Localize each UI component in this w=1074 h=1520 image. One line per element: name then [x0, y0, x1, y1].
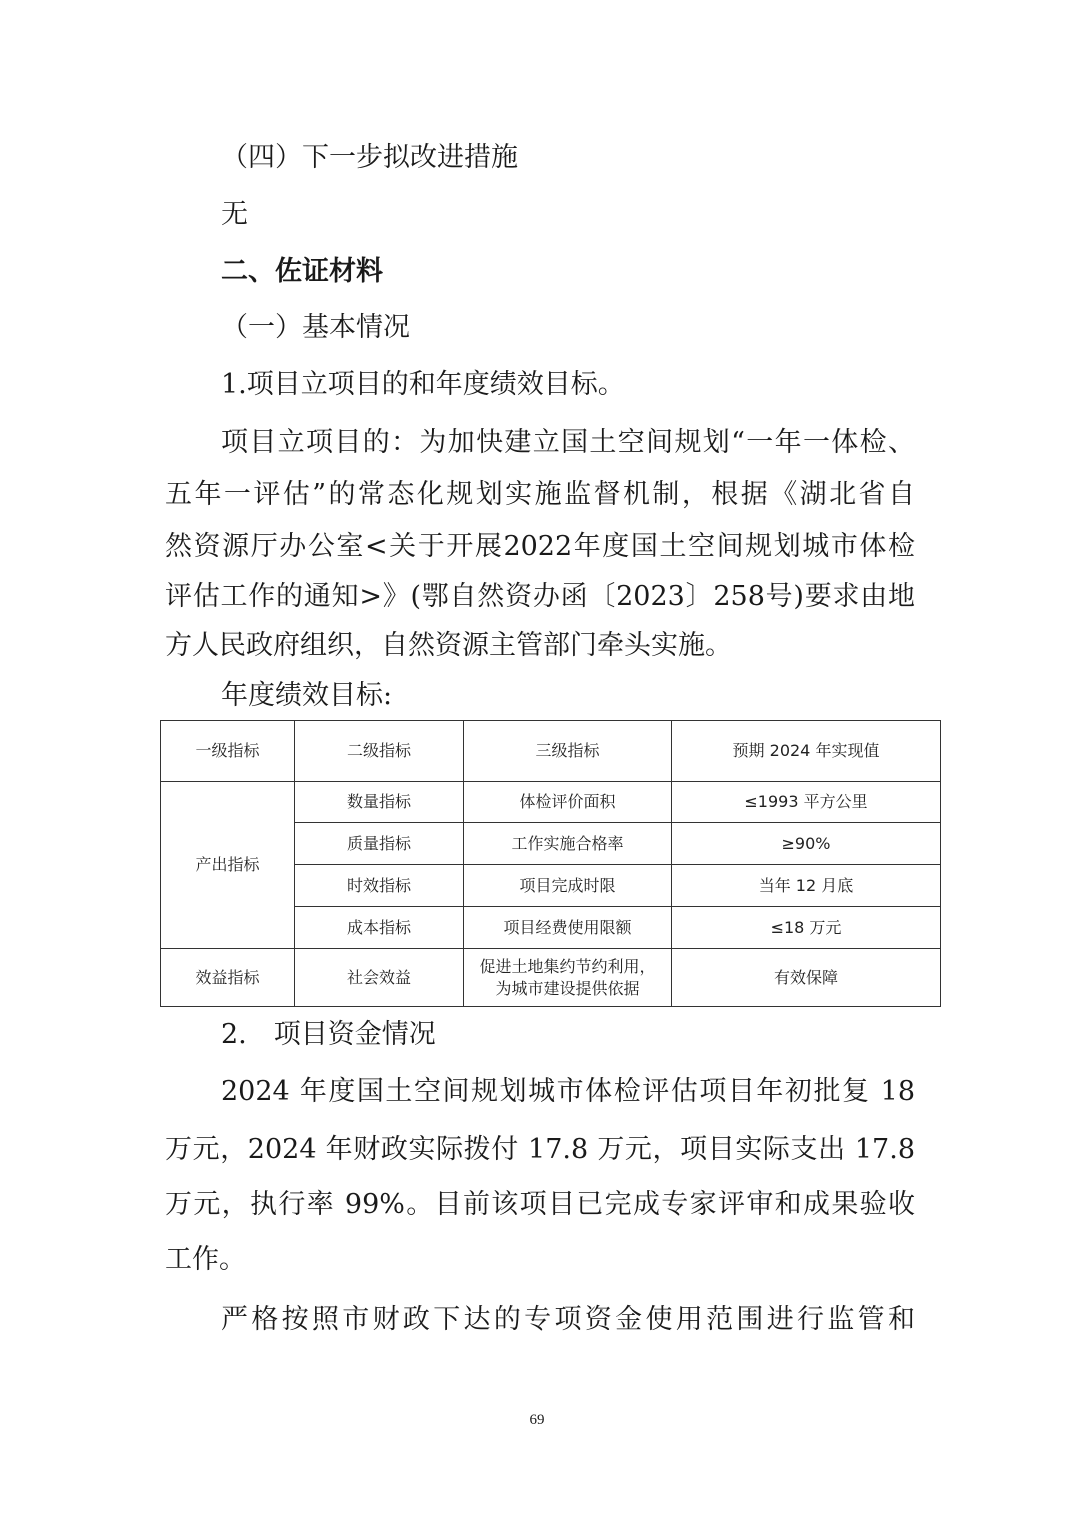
- annual-goal-label: 年度绩效目标:: [221, 680, 393, 711]
- funds-line-4: 工作。: [165, 1244, 246, 1275]
- subheading-basic-info: （一）基本情况: [221, 312, 410, 343]
- header-level3: 三级指标: [464, 721, 672, 782]
- benefit-detail-line-1: 促进土地集约节约利用，: [479, 956, 656, 976]
- table-cell: ≤18 万元: [672, 907, 941, 949]
- table-cell: 体检评价面积: [464, 782, 672, 823]
- funds-line-1: 2024 年度国土空间规划城市体检评估项目年初批复 18: [221, 1076, 915, 1107]
- none-text: 无: [221, 199, 248, 230]
- purpose-line-3: 然资源厅办公室<关于开展2022年度国土空间规划城市体检: [165, 531, 915, 562]
- table-row: [161, 782, 941, 823]
- table-cell: ≥90%: [672, 823, 941, 865]
- header-level1: 一级指标: [161, 721, 295, 782]
- performance-goals-table: [160, 720, 941, 1007]
- table-cell: 项目经费使用限额: [464, 907, 672, 949]
- table-cell: 数量指标: [295, 782, 464, 823]
- table-cell: ≤1993 平方公里: [672, 782, 941, 823]
- benefit-indicator-cell: 效益指标: [161, 949, 295, 1007]
- supervision-line: 严格按照市财政下达的专项资金使用范围进行监管和: [221, 1304, 915, 1335]
- benefit-detail-line-2: 为城市建设提供依据: [495, 978, 640, 998]
- heading-next-steps: （四）下一步拟改进措施: [221, 142, 518, 173]
- table-cell: 社会效益: [295, 949, 464, 1007]
- output-indicator-cell: 产出指标: [161, 782, 295, 949]
- table-cell: 成本指标: [295, 907, 464, 949]
- page-number: 69: [529, 1412, 545, 1428]
- item-2-heading: 2. 项目资金情况: [221, 1019, 436, 1050]
- table-cell: 时效指标: [295, 865, 464, 907]
- header-expected-value: 预期 2024 年实现值: [672, 721, 941, 782]
- table-cell: 当年 12 月底: [672, 865, 941, 907]
- item-1-heading: 1.项目立项目的和年度绩效目标。: [221, 369, 625, 400]
- funds-line-3: 万元，执行率 99%。目前该项目已完成专家评审和成果验收: [165, 1189, 915, 1220]
- purpose-line-5: 方人民政府组织，自然资源主管部门牵头实施。: [165, 630, 732, 661]
- table-cell: 项目完成时限: [464, 865, 672, 907]
- table-cell: 质量指标: [295, 823, 464, 865]
- purpose-line-2: 五年一评估”的常态化规划实施监督机制，根据《湖北省自: [165, 479, 915, 510]
- table-cell: 有效保障: [672, 949, 941, 1007]
- purpose-line-1: 项目立项目的：为加快建立国土空间规划“一年一体检、: [221, 427, 915, 458]
- section-evidence-heading: 二、佐证材料: [221, 256, 383, 287]
- funds-line-2: 万元，2024 年财政实际拨付 17.8 万元，项目实际支出 17.8: [165, 1134, 915, 1165]
- purpose-line-4: 评估工作的通知>》(鄂自然资办函〔2023〕258号)要求由地: [165, 581, 915, 612]
- table-cell: [464, 949, 672, 1007]
- table-cell: 工作实施合格率: [464, 823, 672, 865]
- header-level2: 二级指标: [295, 721, 464, 782]
- table-row: [161, 949, 941, 1007]
- table-header-row: [161, 721, 941, 782]
